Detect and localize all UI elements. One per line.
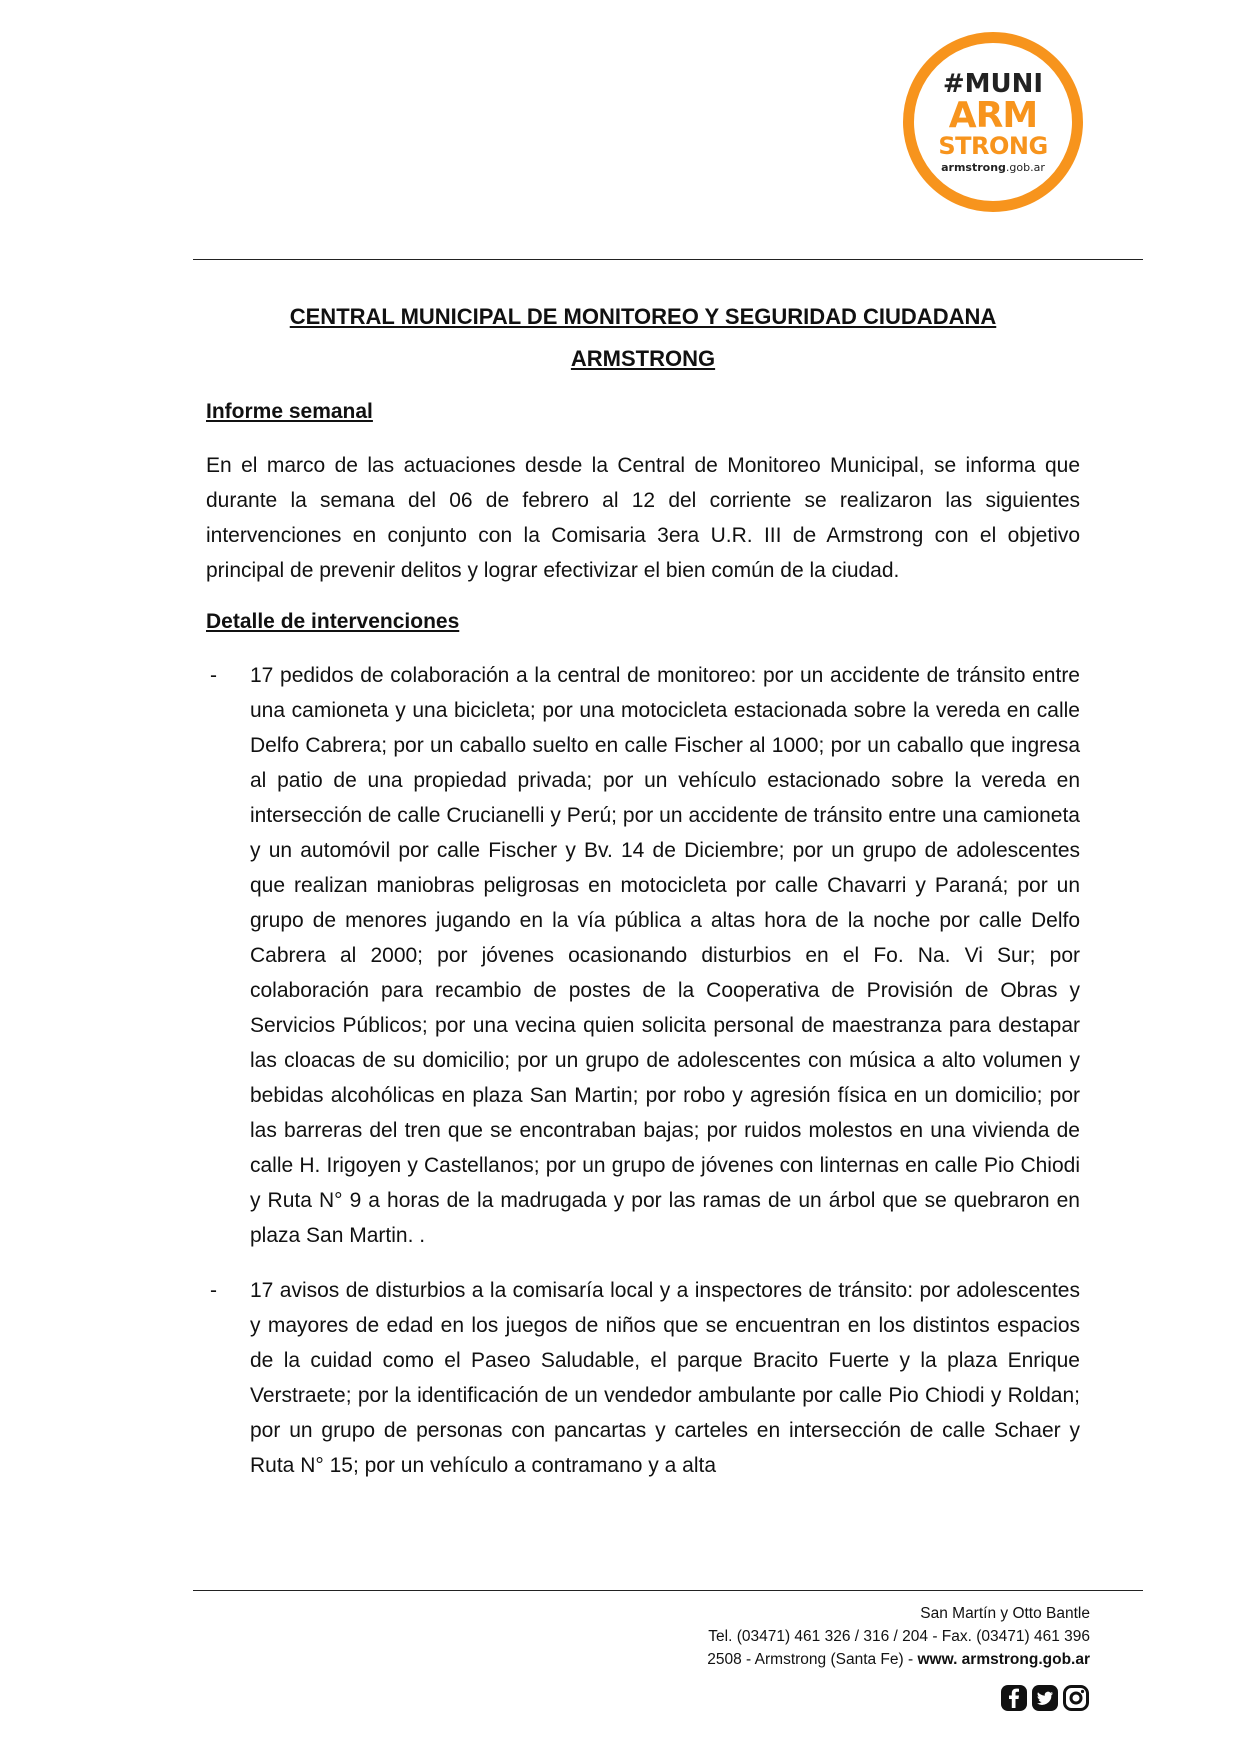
list-item (206, 1273, 1080, 1483)
bullet-dash: - (210, 664, 217, 687)
list-item (206, 658, 1080, 1253)
social-links (1000, 1684, 1090, 1712)
list-item-text: 17 avisos de disturbios a la comisaría local y a inspectores de tránsito: por adolescentes y mayores de edad en los juegos de niños que se encuentran en los distintos espacios de la cuidad como el Paseo Saludable, el parque Bracito Fuerte y la plaza Enrique Verstraete; por la identificación de un vendedor ambulante por calle Pio Chiodi y Roldan; por un grupo de personas con pancartas y carteles en intersección de calle Schaer y Ruta N° 15; por un vehículo a contramano y a alta (250, 1279, 1080, 1477)
document-title: CENTRAL MUNICIPAL DE MONITOREO Y SEGURIDAD CIUDADANA ARMSTRONG (289, 304, 997, 371)
footer-address: San Martín y Otto Bantle (920, 1605, 1090, 1622)
footer-phones: Tel. (03471) 461 326 / 316 / 204 - Fax. (03471) 461 396 (708, 1628, 1090, 1645)
logo-domain: armstrong.gob.ar (941, 161, 1045, 174)
logo-hashtag: #MUNI (942, 69, 1044, 99)
logo-strong: STRONG (938, 132, 1048, 160)
instagram-icon[interactable] (1062, 1684, 1090, 1712)
section-heading-detalle: Detalle de intervenciones (206, 610, 460, 633)
list-item-text: 17 pedidos de colaboración a la central de monitoreo: por un accidente de tránsito entre una camioneta y una bicicleta; por una motocicleta estacionada sobre la vereda en calle Delfo Cabrera; por un caballo suelto en calle Fischer al 1000; por un caballo que ingresa al patio de una propiedad privada; por un vehículo estacionado sobre la vereda en intersección de calle Crucianelli y Perú; por un accidente de tránsito entre una camioneta y un automóvil por calle Fischer y Bv. 14 de Diciembre; por un grupo de adolescentes que realizan maniobras peligrosas en motocicleta por calle Chavarri y Paraná; por un grupo de menores jugando en la vía pública a altas hora de la noche por calle Delfo Cabrera al 2000; por jóvenes ocasionando disturbios en el Fo. Na. Vi Sur; por colaboración para recambio de postes de la Cooperativa de Provisión de Obras y Servicios Públicos; por una vecina quien solicita personal de maestranza para destapar las cloacas de su domicilio; por un grupo de adolescentes con música a alto volumen y bebidas alcohólicas en plaza San Martin; por robo y agresión física en un domicilio; por las barreras del tren que se encontraban bajas; por ruidos molestos en una vivienda de calle H. Irigoyen y Castellanos; por un grupo de jóvenes con linternas en calle Pio Chiodi y Ruta N° 9 a horas de la madrugada y por las ramas de un árbol que se quebraron en plaza San Martin. . (250, 664, 1080, 1247)
twitter-icon[interactable] (1031, 1684, 1059, 1712)
header-divider (193, 259, 1143, 260)
bullet-dash: - (210, 1279, 217, 1302)
footer-city-line: 2508 - Armstrong (Santa Fe) - www. armstrong.gob.ar (707, 1651, 1090, 1668)
section-heading-informe: Informe semanal (206, 400, 373, 423)
facebook-icon[interactable] (1000, 1684, 1028, 1712)
intro-paragraph: En el marco de las actuaciones desde la Central de Monitoreo Municipal, se informa que durante la semana del 06 de febrero al 12 del corriente se realizaron las siguientes intervenciones en conjunto con la Comisaria 3era U.R. III de Armstrong con el objetivo principal de prevenir delitos y lograr efectivizar el bien común de la ciudad. (206, 454, 1080, 582)
document-body (206, 296, 1080, 1483)
footer-website[interactable]: www. armstrong.gob.ar (917, 1651, 1090, 1668)
municipality-logo (903, 32, 1083, 212)
footer-contact (707, 1602, 1090, 1671)
logo-arm: ARM (948, 95, 1038, 136)
footer-divider (193, 1590, 1143, 1591)
